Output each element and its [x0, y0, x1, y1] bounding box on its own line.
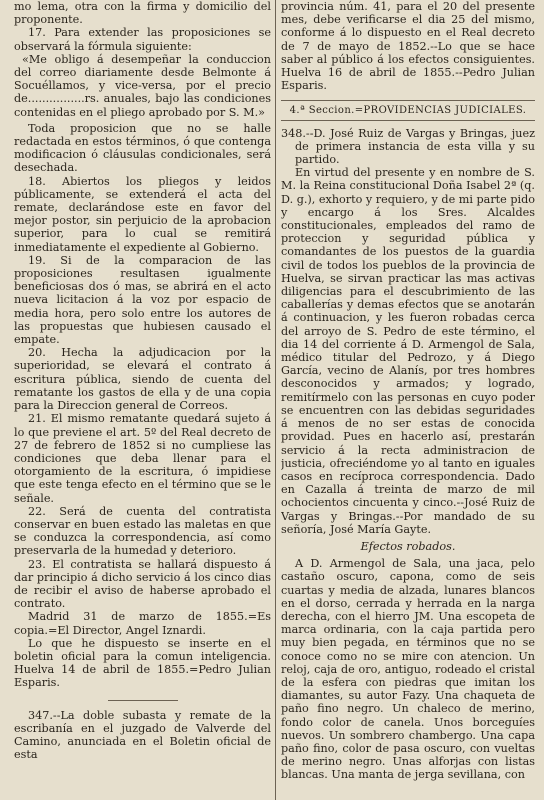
- column-divider: [275, 0, 276, 800]
- left-column-paragraph: Toda proposicion que no se halle redactada en estos términos, ó que contenga modificacion ó cláusulas condicionales, será desechada.: [14, 121, 271, 175]
- left-column-paragraph: 21. El mismo rematante quedará sujeto á lo que previene el art. 5º del Real decreto de 27 de febrero de 1852 si no cumpliese las condiciones que deba llenar para el otorgamiento de la escritura, ó impidiese que este tenga efecto en el término que se le señale.: [14, 412, 271, 505]
- notice-separator: [108, 700, 178, 701]
- right-column: [281, 0, 535, 800]
- left-column-paragraph: «Me obligo á desempeñar la conduccion del correo diariamente desde Belmonte á Socuéllamos, y vice-versa, por el precio de................rs. anuales, bajo las condiciones contenidas en el pliego aprobado por S. M.»: [14, 52, 271, 119]
- right-column-top-paragraph: provincia núm. 41, para el 20 del presente mes, debe verificarse el dia 25 del mismo, conforme á lo dispuesto en el Real decreto de 7 de mayo de 1852.--Lo que se hace saber al público á los efectos consiguientes. Huelva 16 de abril de 1855.--Pedro Julian Esparis.: [281, 0, 535, 93]
- left-column-paragraph: Madrid 31 de marzo de 1855.=Es copia.=El Director, Angel Iznardi.: [14, 610, 271, 637]
- judicial-notice-paragraph: 348.--D. José Ruiz de Vargas y Bringas, juez de primera instancia de esta villa y su partido.: [281, 126, 535, 167]
- left-column: [14, 0, 271, 800]
- effects-heading: Efectos robados.: [360, 539, 456, 553]
- left-column-paragraph: 22. Será de cuenta del contratista conservar en buen estado las maletas en que se conduzca la correspondencia, así como preservarla de la humedad y deterioro.: [14, 504, 271, 558]
- judicial-notice-paragraph: En virtud del presente y en nombre de S. M. la Reina constitucional Doña Isabel 2ª (q. D. g.), exhorto y requiero, y de mi parte pido y encargo á los Sres. Alcaldes constitucionales, empleados del ramo de proteccion y seguridad pública y comandantes de los puestos de la guardia civil de todos los pueblos de la provincia de Huelva, se sirvan practicar las mas activas diligencias para el descubrimiento de las caballerías y demas efectos que se anotarán á continuacion, y les fueron robadas cerca del arroyo de S. Pedro de este término, el dia 14 del corriente á D. Armengol de Sala, médico titular del Pedrozo, y á Diego García, vecino de Alanís, por tres hombres desconocidos y armados; y logrado, remitírmelo con las personas en cuyo poder se encuentren con las debidas seguridades á menos de no ser estas de conocida providad. Pues en hacerlo así, prestarán servicio á la recta administracion de justicia, ofreciéndome yo al tanto en iguales casos en recíproca correspondencia. Dado en Cazalla á treinta de marzo de mil ochocientos cincuenta y cinco.--José Ruiz de Vargas y Bringas.--Por mandado de su señoría, José María Gayte.: [281, 166, 535, 536]
- judicial-notice: [281, 127, 535, 536]
- left-column-paragraph: 18. Abiertos los pliegos y leidos públicamente, se extenderá el acta del remate, declarándose este en favor del mejor postor, sin perjuicio de la aprobacion superior, para lo cual se remitirá inmediatamente el expediente al Gobierno.: [14, 174, 271, 254]
- left-column-paragraph: Lo que he dispuesto se inserte en el boletin oficial para la comun inteligencia. Huelva 14 de abril de 1855.=Pedro Julian Esparis.: [14, 636, 271, 690]
- left-column-paragraph: 347.--La doble subasta y remate de la escribanía en el juzgado de Valverde del Camino, anunciada en el Boletin oficial de esta: [14, 708, 271, 762]
- left-column-paragraph: 19. Si de la comparacion de las proposiciones resultasen igualmente beneficiosas dos ó mas, se abrirá en el acto nueva licitacion á la voz por espacio de media hora, pero solo entre los autores de las propuestas que hubiesen causado el empate.: [14, 253, 271, 347]
- left-column-paragraph: 20. Hecha la adjudicacion por la superioridad, se elevará el contrato á escritura pública, siendo de cuenta del rematante los gastos de ella y de una copia para la Direccion general de Correos.: [14, 346, 271, 413]
- left-column-paragraph: 23. El contratista se hallará dispuesto á dar principio á dicho servicio á los cinco dias de recibir el aviso de haberse aprobado el contrato.: [14, 557, 271, 611]
- effects-paragraph: A D. Armengol de Sala, una jaca, pelo castaño oscuro, capona, como de seis cuartas y media de alzada, lunares blancos en el dorso, cerrada y herrada en la narga derecha, con el hierro JM. Una escopeta de marca ordinaria, con la caja partida pero muy bien pegada, en términos que no se conoce como no se mire con atencion. Un reloj, caja de oro, antiguo, rodeado el cristal de la esfera con piedras que imitan los diamantes, su autor Fazy. Una chaqueta de paño fino negro. Un chaleco de merino, fondo color de canela. Unos borceguíes nuevos. Un sombrero chambergo. Una capa paño fino, color de pasa oscuro, con vueltas de merino negro. Unas alforjas con listas blancas. Una manta de jerga sevillana, con: [281, 557, 535, 782]
- right-column-continuation: [281, 0, 535, 92]
- left-column-paragraph: mo lema, otra con la firma y domicilio del proponente.: [14, 0, 271, 27]
- section-heading: 4.ª Seccion.=PROVIDENCIAS JUDICIALES.: [281, 100, 535, 120]
- stolen-effects-list: [281, 557, 535, 781]
- left-column-paragraph: 17. Para extender las proposiciones se observará la fórmula siguiente:: [14, 26, 271, 53]
